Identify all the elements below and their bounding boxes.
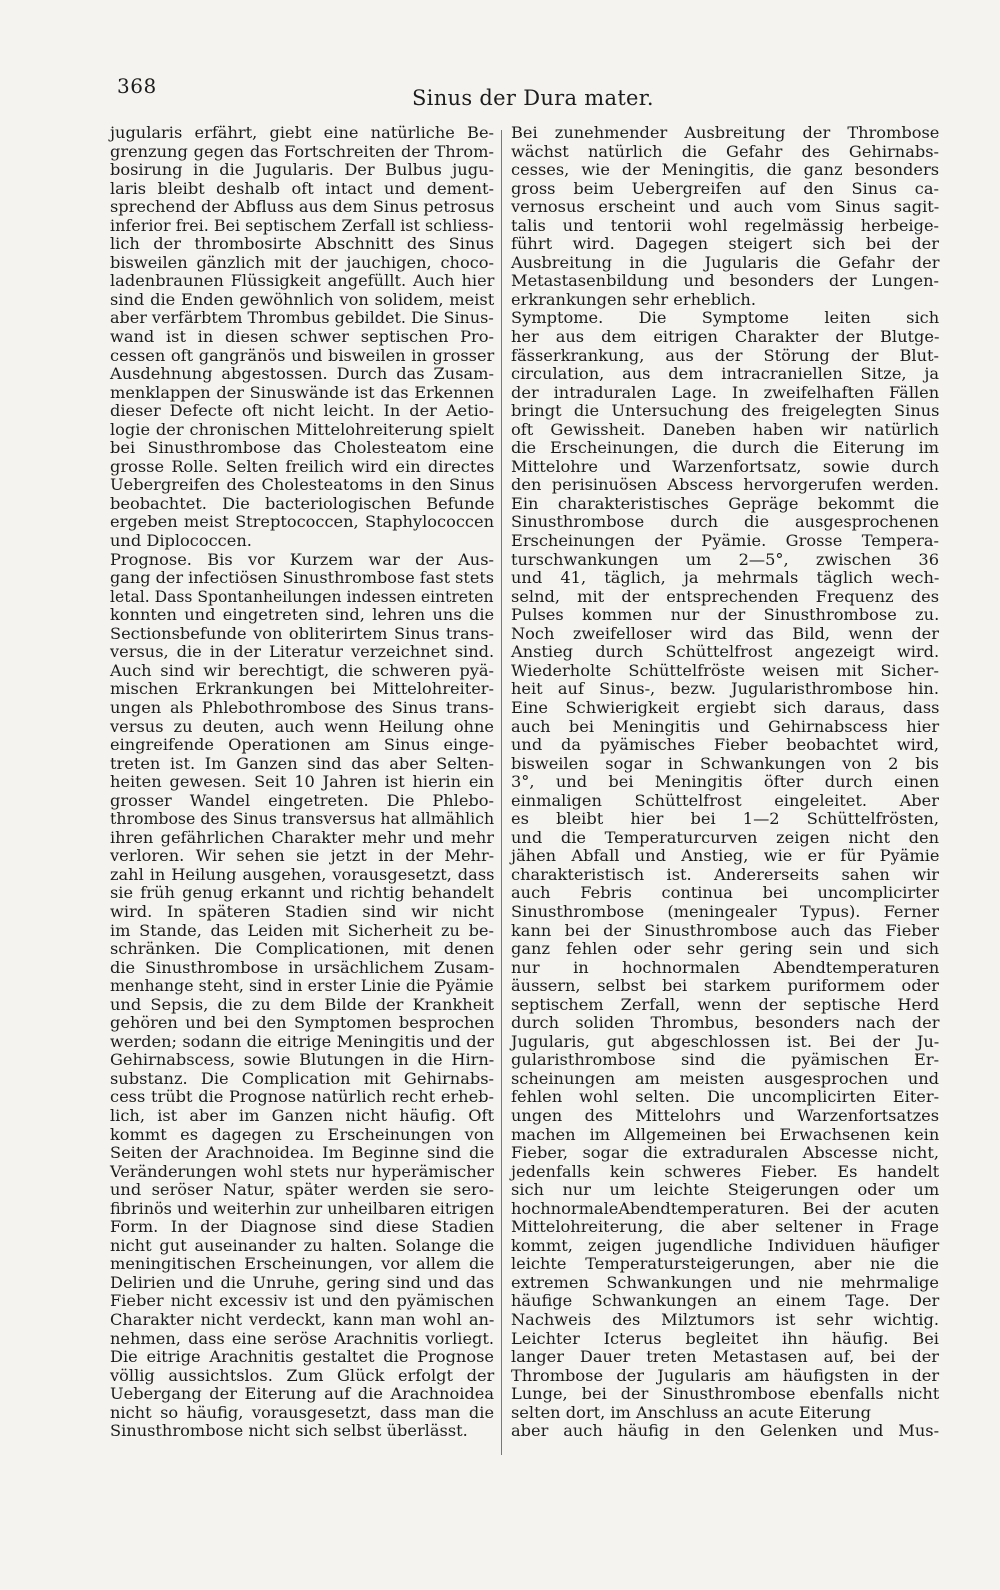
text-line: und 41, täglich, ja mehrmals täglich wech- — [511, 568, 940, 588]
text-line: mischen Erkrankungen bei Mittelohreiter- — [110, 679, 494, 699]
text-line: Nachweis des Milztumors ist sehr wichtig. — [511, 1310, 939, 1329]
text-line: die Sinusthrombose in ursächlichem Zusam- — [110, 957, 495, 977]
text-line: aber auch häufig in den Gelenken und Mus- — [511, 1421, 940, 1441]
text-line: 3°, und bei Meningitis öfter durch einen — [511, 772, 940, 792]
text-line: her aus dem eitrigen Charakter der Blutge- — [511, 327, 940, 347]
text-line: thrombose des Sinus transversus hat allmählich — [110, 809, 495, 829]
text-line: sich nur um leichte Steigerungen oder um — [511, 1180, 940, 1200]
text-line: kommt, zeigen jugendliche Individuen häufiger — [511, 1235, 940, 1255]
text-line: im Stande, das Leiden mit Sicherheit zu be- — [110, 920, 494, 940]
text-line: substanz. Die Complication mit Gehirnabs- — [110, 1068, 494, 1088]
text-line: menklappen der Sinuswände ist das Erkennen — [110, 382, 494, 402]
text-line: treten ist. Im Ganzen sind das aber Selten- — [110, 753, 494, 773]
text-line: Fieber nicht excessiv ist und den pyämischen — [110, 1291, 494, 1311]
text-line: völlig aussichtslos. Zum Glück erfolgt der — [110, 1365, 495, 1385]
text-line: eingreifende Operationen am Sinus einge- — [110, 735, 495, 755]
text-line: Metastasenbildung und besonders der Lungen- — [511, 271, 939, 291]
text-line: extremen Schwankungen und nie mehrmalige — [511, 1272, 939, 1292]
text-line: lich, ist aber im Ganzen nicht häufig. Oft — [110, 1105, 494, 1125]
text-line: dieser Defecte oft nicht leicht. In der Aetio- — [110, 401, 494, 421]
text-line: versus, die in der Literatur verzeichnet sind. — [110, 642, 495, 662]
text-line: Auch sind wir berechtigt, die schweren pyä- — [110, 660, 494, 680]
text-line: Leichter Icterus begleitet ihn häufig. Bei — [511, 1328, 939, 1348]
text-line: sprechend der Abfluss aus dem Sinus petrosus — [110, 197, 495, 217]
text-line: Bei zunehmender Ausbreitung der Thrombose — [511, 123, 940, 142]
text-line: häufige Schwankungen an einem Tage. Der — [511, 1291, 940, 1311]
text-line: durch soliden Thrombus, besonders nach der — [511, 1013, 940, 1033]
text-line: ganz fehlen oder sehr gering sein und sich — [511, 939, 939, 959]
text-line: auch Febris continua bei uncomplicirter — [511, 883, 939, 903]
text-line: ladenbraunen Flüssigkeit angefüllt. Auch hier — [110, 271, 495, 291]
text-line: Wiederholte Schüttelfröste weisen mit Sicher- — [511, 660, 939, 680]
text-line: jugularis erfährt, giebt eine natürliche Be- — [110, 123, 494, 142]
text-line: inferior frei. Bei septischem Zerfall ist schliess- — [110, 215, 494, 235]
text-line: Mittelohre und Warzenfortsatz, sowie durch — [511, 456, 939, 476]
text-line: wird. In späteren Stadien sind wir nicht — [110, 901, 494, 921]
text-line: und Diplococcen. — [110, 531, 252, 551]
text-line: Sinusthrombose (meningealer Typus). Ferner — [511, 901, 939, 921]
text-line: bisweilen gänzlich mit der jauchigen, choco- — [110, 252, 494, 272]
text-line: grosse Rolle. Selten freilich wird ein directes — [110, 456, 495, 476]
text-line: wand ist in diesen schwer septischen Pro- — [110, 327, 494, 347]
text-line: äussern, selbst bei starkem puriformem oder — [511, 976, 939, 996]
text-line: den perisinuösen Abscess hervorgerufen werden. — [511, 475, 939, 495]
text-line: gehören und bei den Symptomen besprochen — [110, 1013, 495, 1033]
text-line: machen im Allgemeinen bei Erwachsenen kein — [511, 1124, 940, 1144]
text-line: Ausbreitung in die Jugularis die Gefahr der — [511, 252, 940, 272]
text-line: Pulses kommen nur der Sinusthrombose zu. — [511, 605, 940, 625]
text-line: heit auf Sinus-, bezw. Jugularisthrombose hin. — [511, 679, 939, 699]
text-line: talis und tentorii wohl regelmässig herbeige- — [511, 215, 939, 235]
text-line: bosirung in die Jugularis. Der Bulbus jugu- — [110, 160, 494, 180]
text-line: gang der infectiösen Sinusthrombose fast stets — [110, 568, 495, 588]
text-line: Anstieg durch Schüttelfrost angezeigt wird. — [511, 642, 940, 662]
text-line: nicht so häufig, vorausgesetzt, dass man die — [110, 1402, 495, 1422]
text-line: aber verfärbtem Thrombus gebildet. Die Sinus- — [110, 308, 494, 328]
text-line: fibrinös und weiterhin zur unheilbaren eitrigen — [110, 1198, 495, 1218]
text-line: bisweilen sogar in Schwankungen von 2 bis — [511, 753, 939, 773]
text-line: vernosus erscheint und auch vom Sinus sagit- — [511, 197, 940, 217]
text-line: turschwankungen um 2—5°, zwischen 36 — [511, 549, 939, 569]
text-line: Uebergreifen des Cholesteatoms in den Sinus — [110, 475, 495, 495]
text-line: und seröser Natur, später werden sie sero- — [110, 1180, 494, 1200]
text-line: führt wird. Dagegen steigert sich bei der — [511, 234, 939, 254]
text-line: Form. In der Diagnose sind diese Stadien — [110, 1217, 494, 1237]
text-line: kann bei der Sinusthrombose auch das Fieber — [511, 920, 939, 940]
text-line: lich der thrombosirte Abschnitt des Sinus — [110, 234, 494, 254]
text-line: menhange steht, sind in erster Linie die Pyämie — [110, 976, 494, 996]
text-line: versus zu deuten, auch wenn Heilung ohne — [110, 716, 494, 736]
text-line: logie der chronischen Mittelohreiterung spielt — [110, 419, 495, 439]
text-line: Sinusthrombose durch die ausgesprochenen — [511, 512, 939, 532]
page-number: 368 — [117, 74, 157, 98]
text-line: grosser Wandel eingetreten. Die Phlebo- — [110, 790, 494, 810]
text-line: Symptome. Die Symptome leiten sich — [511, 308, 940, 328]
text-line: cesses, wie der Meningitis, die ganz besonders — [511, 160, 939, 180]
text-line: Noch zweifelloser wird das Bild, wenn der — [511, 623, 939, 643]
text-line: erkrankungen sehr erheblich. — [511, 289, 756, 309]
text-line: cessen oft gangränös und bisweilen in grosser — [110, 345, 495, 365]
text-line: oft Gewissheit. Daneben haben wir natürlich — [511, 419, 939, 439]
text-line: hochnormaleAbendtemperaturen. Bei der acuten — [511, 1198, 939, 1218]
text-line: einmaligen Schüttelfrost eingeleitet. Aber — [511, 790, 939, 810]
text-line: cess trübt die Prognose natürlich recht erheb- — [110, 1087, 494, 1107]
text-line: Veränderungen wohl stets nur hyperämischer — [110, 1161, 494, 1181]
text-line: bringt die Untersuchung des freigelegten Sinus — [511, 401, 940, 421]
text-line: ungen als Phlebothrombose des Sinus trans- — [110, 697, 494, 717]
text-line: nehmen, dass eine seröse Arachnitis vorliegt. — [110, 1328, 495, 1348]
text-line: Delirien und die Unruhe, gering sind und das — [110, 1272, 495, 1292]
text-line: laris bleibt deshalb oft intact und dement- — [110, 178, 495, 198]
text-line: schränken. Die Complicationen, mit denen — [110, 939, 495, 959]
text-line: der intraduralen Lage. In zweifelhaften Fällen — [511, 382, 940, 402]
text-line: fehlen wohl selten. Die uncomplicirten Eiter- — [511, 1087, 940, 1107]
text-line: und die Temperaturcurven zeigen nicht den — [511, 827, 939, 847]
text-line: werden; sodann die eitrige Meningitis und der — [110, 1031, 494, 1051]
text-line: Eine Schwierigkeit ergiebt sich daraus, dass — [511, 697, 940, 717]
text-line: selten dort, im Anschluss an acute Eiterung — [511, 1402, 871, 1422]
text-line: charakteristisch ist. Andererseits sahen wir — [511, 864, 939, 884]
running-title: Sinus der Dura mater. — [412, 86, 654, 110]
text-line: sind die Enden gewöhnlich von solidem, meist — [110, 289, 495, 309]
text-line: ergeben meist Streptococcen, Staphylococcen — [110, 512, 494, 532]
left-column — [110, 124, 494, 1441]
text-line: zahl in Heilung ausgehen, vorausgesetzt, dass — [110, 864, 495, 884]
right-column — [511, 124, 939, 1441]
text-line: grenzung gegen das Fortschreiten der Throm- — [110, 141, 494, 161]
text-line: nur in hochnormalen Abendtemperaturen — [511, 957, 940, 977]
text-line: Gehirnabscess, sowie Blutungen in die Hirn- — [110, 1050, 495, 1070]
text-line: selnd, mit der entsprechenden Frequenz des — [511, 586, 939, 606]
text-line: fässerkrankung, aus der Störung der Blut- — [511, 345, 939, 365]
text-line: verloren. Wir sehen sie jetzt in der Mehr- — [110, 846, 495, 866]
text-line: Jugularis, gut abgeschlossen ist. Bei der Ju- — [511, 1031, 940, 1051]
text-line: gross beim Uebergreifen auf den Sinus ca- — [511, 178, 939, 198]
text-line: kommt es dagegen zu Erscheinungen von — [110, 1124, 494, 1144]
text-line: auch bei Meningitis und Gehirnabscess hier — [511, 716, 940, 736]
text-line: jedenfalls kein schweres Fieber. Es handelt — [511, 1161, 940, 1181]
text-line: letal. Dass Spontanheilungen indessen eintreten — [110, 586, 494, 606]
text-line: Mittelohreiterung, die aber seltener in Frage — [511, 1217, 939, 1237]
text-line: Die eitrige Arachnitis gestaltet die Prognose — [110, 1347, 494, 1367]
text-line: meningitischen Erscheinungen, vor allem die — [110, 1254, 495, 1274]
text-line: ungen des Mittelohrs und Warzenfortsatzes — [511, 1105, 940, 1125]
text-line: und da pyämisches Fieber beobachtet wird, — [511, 735, 940, 755]
text-line: sie früh genug erkannt und richtig behandelt — [110, 883, 494, 903]
text-line: die Erscheinungen, die durch die Eiterung im — [511, 438, 939, 458]
text-line: Sinusthrombose nicht sich selbst überlässt. — [110, 1421, 468, 1441]
text-line: Ein charakteristisches Gepräge bekommt die — [511, 493, 940, 513]
text-line: langer Dauer treten Metastasen auf, bei der — [511, 1347, 940, 1367]
text-line: scheinungen am meisten ausgesprochen und — [511, 1068, 939, 1088]
text-line: septischem Zerfall, wenn der septische Herd — [511, 994, 940, 1014]
text-line: konnten und eingetreten sind, lehren uns die — [110, 605, 495, 625]
text-line: circulation, aus dem intracraniellen Sitze, ja — [511, 364, 939, 384]
text-line: Thrombose der Jugularis am häufigsten in der — [511, 1365, 940, 1385]
text-line: beobachtet. Die bacteriologischen Befunde — [110, 493, 495, 513]
column-divider — [501, 130, 502, 1455]
text-line: Sectionsbefunde von obliterirtem Sinus trans- — [110, 623, 494, 643]
text-line: gularisthrombose sind die pyämischen Er- — [511, 1050, 940, 1070]
text-line: nicht gut auseinander zu halten. Solange die — [110, 1235, 495, 1255]
text-line: es bleibt hier bei 1—2 Schüttelfrösten, — [511, 809, 939, 829]
text-line: Seiten der Arachnoidea. Im Beginne sind die — [110, 1143, 495, 1163]
text-line: bei Sinusthrombose das Cholesteatom eine — [110, 438, 494, 458]
text-line: Fieber, sogar die extraduralen Abscesse nicht, — [511, 1143, 939, 1163]
text-line: Lunge, bei der Sinusthrombose ebenfalls nicht — [511, 1384, 940, 1404]
text-line: Ausdehnung abgestossen. Durch das Zusam- — [110, 364, 494, 384]
text-line: Prognose. Bis vor Kurzem war der Aus- — [110, 549, 494, 569]
text-line: ihren gefährlichen Charakter mehr und mehr — [110, 827, 494, 847]
text-line: Erscheinungen der Pyämie. Grosse Tempera- — [511, 531, 939, 551]
text-line: heiten gewesen. Seit 10 Jahren ist hierin ein — [110, 772, 494, 792]
text-line: Charakter nicht verdeckt, kann man wohl an- — [110, 1310, 495, 1329]
text-line: und Sepsis, die zu dem Bilde der Krankheit — [110, 994, 494, 1014]
text-line: leichte Temperatursteigerungen, aber nie die — [511, 1254, 939, 1274]
text-line: Uebergang der Eiterung auf die Arachnoidea — [110, 1384, 494, 1404]
text-line: jähen Abfall und Anstieg, wie er für Pyämie — [511, 846, 940, 866]
text-line: wächst natürlich die Gefahr des Gehirnabs- — [511, 141, 939, 161]
